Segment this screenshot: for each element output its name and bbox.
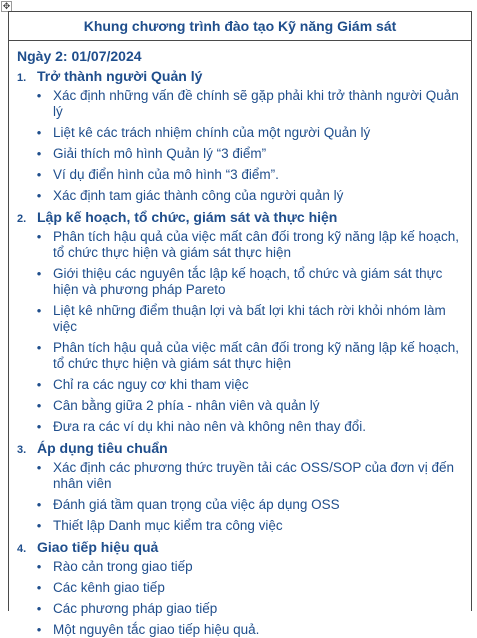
list-item-text: Đánh giá tầm quan trọng của việc áp dụng OSS — [53, 497, 340, 512]
section-title: Trở thành người Quản lý — [37, 68, 203, 84]
list-item-text: Chỉ ra các nguy cơ khi tham việc — [53, 377, 249, 392]
bullet-list — [17, 88, 461, 204]
list-item-text: Ví dụ điển hình của mô hình “3 điểm”. — [53, 167, 279, 182]
section-number: 2. — [17, 213, 27, 225]
bullet-icon: • — [36, 125, 42, 140]
list-item-text: Giới thiệu các nguyên tắc lập kế hoạch, tổ chức và giám sát thực hiện và phương pháp Pareto — [53, 266, 443, 297]
bullet-icon: • — [36, 340, 42, 355]
section-title: Áp dụng tiêu chuẩn — [37, 440, 168, 456]
section-heading — [17, 440, 461, 456]
list-item-text: Các kênh giao tiếp — [53, 580, 165, 595]
list-item — [17, 460, 461, 492]
list-item — [17, 377, 461, 393]
list-item — [17, 303, 461, 335]
section-number: 4. — [17, 543, 27, 555]
bullet-icon: • — [36, 377, 42, 392]
list-item — [17, 266, 461, 298]
bullet-icon: • — [36, 229, 42, 244]
section-title: Giao tiếp hiệu quả — [37, 539, 159, 555]
bullet-list — [17, 559, 461, 638]
table-title: Khung chương trình đào tạo Kỹ năng Giám sát — [9, 12, 471, 41]
list-item-text: Thiết lập Danh mục kiểm tra công việc — [53, 518, 283, 533]
table-content-cell — [9, 41, 471, 638]
list-item-text: Xác định tam giác thành công của người quản lý — [53, 188, 344, 203]
section-heading — [17, 539, 461, 555]
bullet-icon: • — [36, 497, 42, 512]
list-item — [17, 125, 461, 141]
bullet-list — [17, 229, 461, 435]
list-item — [17, 188, 461, 204]
list-item — [17, 167, 461, 183]
bullet-icon: • — [36, 580, 42, 595]
section-title: Lập kế hoạch, tổ chức, giám sát và thực hiện — [37, 209, 338, 225]
bullet-icon: • — [36, 167, 42, 182]
list-item — [17, 580, 461, 596]
list-item — [17, 518, 461, 534]
list-item-text: Giải thích mô hình Quản lý “3 điểm” — [53, 146, 267, 161]
list-item-text: Phân tích hậu quả của việc mất cân đối trong kỹ năng lập kế hoạch, tổ chức thực hiện và giám sát thực hiện — [53, 340, 460, 371]
list-item — [17, 88, 461, 120]
sections-container — [17, 68, 461, 638]
list-item-text: Liệt kê các trách nhiệm chính của một người Quản lý — [53, 125, 371, 140]
bullet-icon: • — [36, 622, 42, 637]
list-item-text: Phân tích hậu quả của việc mất cân đối trong kỹ năng lập kế hoạch, tổ chức thực hiện và giám sát thực hiện — [53, 229, 460, 260]
list-item — [17, 497, 461, 513]
bullet-icon: • — [36, 188, 42, 203]
section-heading — [17, 209, 461, 225]
list-item — [17, 559, 461, 575]
list-item-text: Một nguyên tắc giao tiếp hiệu quả. — [53, 622, 260, 637]
bullet-icon: • — [36, 559, 42, 574]
bullet-icon: • — [36, 266, 42, 281]
table-move-handle[interactable]: ✥ — [2, 1, 11, 11]
section-number: 1. — [17, 72, 27, 84]
bullet-icon: • — [36, 88, 42, 103]
list-item-text: Xác định các phương thức truyền tải các OSS/SOP của đơn vị đến nhân viên — [53, 460, 454, 491]
day-heading: Ngày 2: 01/07/2024 — [17, 48, 142, 64]
list-item — [17, 622, 461, 638]
bullet-icon: • — [36, 303, 42, 318]
list-item — [17, 419, 461, 435]
list-item — [17, 229, 461, 261]
bullet-icon: • — [36, 146, 42, 161]
list-item-text: Liệt kê những điểm thuận lợi và bất lợi khi tách rời khỏi nhóm làm việc — [53, 303, 446, 334]
program-table — [8, 11, 472, 637]
list-item-text: Đưa ra các ví dụ khi nào nên và không nên thay đổi. — [53, 419, 366, 434]
list-item — [17, 398, 461, 414]
bullet-list — [17, 460, 461, 534]
bullet-icon: • — [36, 601, 42, 616]
list-item-text: Cân bằng giữa 2 phía - nhân viên và quản lý — [53, 398, 320, 413]
list-item-text: Rào cản trong giao tiếp — [53, 559, 193, 574]
list-item — [17, 146, 461, 162]
bullet-icon: • — [36, 398, 42, 413]
bullet-icon: • — [36, 460, 42, 475]
bullet-icon: • — [36, 419, 42, 434]
list-item — [17, 340, 461, 372]
list-item — [17, 601, 461, 617]
bullet-icon: • — [36, 518, 42, 533]
list-item-text: Các phương pháp giao tiếp — [53, 601, 218, 616]
section-number: 3. — [17, 444, 27, 456]
list-item-text: Xác định những vấn đề chính sẽ gặp phải khi trở thành người Quản lý — [53, 88, 459, 119]
section-heading — [17, 68, 461, 84]
